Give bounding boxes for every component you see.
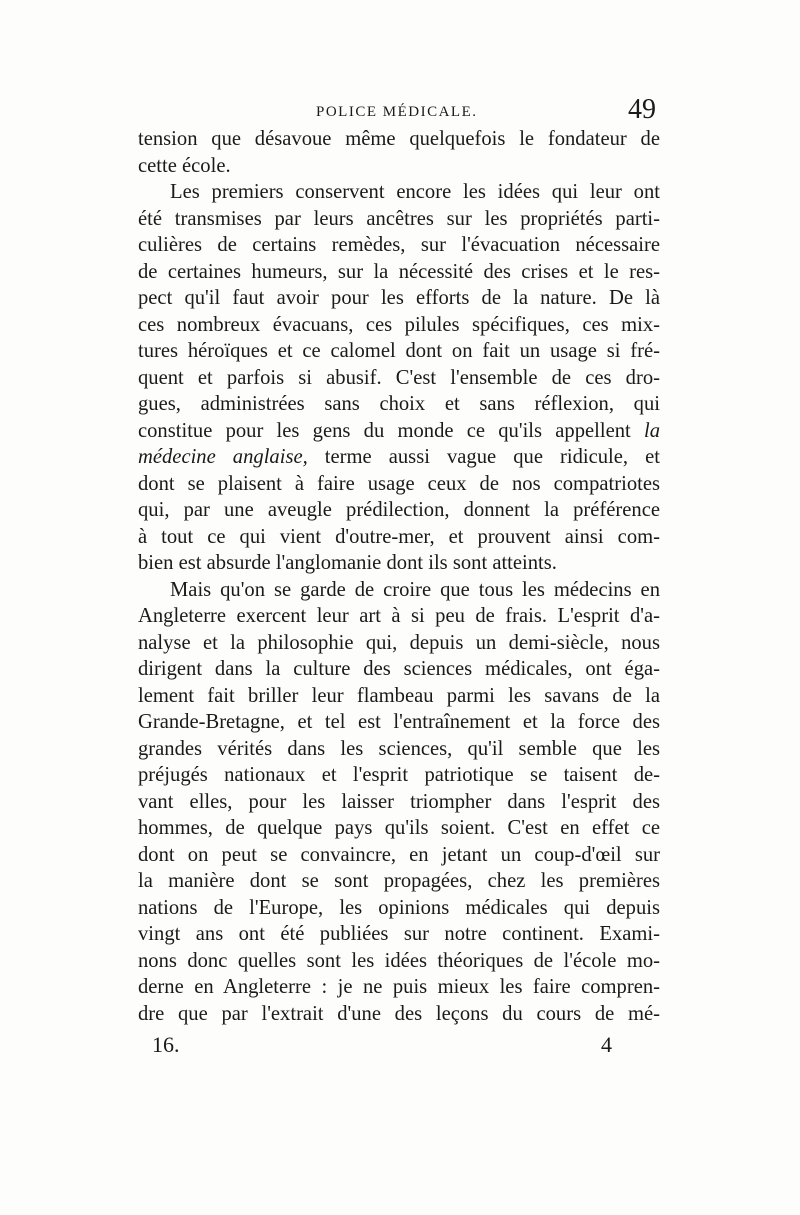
text-line (138, 550, 660, 577)
text-line (138, 868, 660, 895)
text-line (138, 259, 660, 286)
line-text: nations de l'Europe, les opinions médicales qui depuis (138, 896, 660, 919)
text-line (138, 497, 660, 524)
text-line (138, 683, 660, 710)
line-text: grandes vérités dans les sciences, qu'il semble que les (138, 737, 660, 760)
line-text: de certaines humeurs, sur la nécessité des crises et le res- (138, 260, 660, 283)
line-text: vingt ans ont été publiées sur notre continent. Exami- (138, 923, 660, 945)
text-line (138, 444, 660, 471)
text-line (138, 789, 660, 816)
line-text: dont se plaisent à faire usage ceux de nos compatriotes (138, 472, 660, 495)
text-line (138, 577, 660, 604)
text-line (138, 153, 660, 180)
line-text: culières de certains remèdes, sur l'évacuation nécessaire (138, 234, 660, 256)
running-title: POLICE MÉDICALE. (316, 104, 478, 120)
line-text: préjugés nationaux et l'esprit patriotique se taisent de- (138, 764, 660, 786)
line-text: dre que par l'extrait d'une des leçons du cours de mé- (138, 1002, 660, 1025)
italic-phrase: la (643, 419, 660, 442)
line-text: cette école. (138, 154, 231, 177)
page-footer (152, 1032, 612, 1062)
line-text: pect qu'il faut avoir pour les efforts de la nature. De là (138, 287, 660, 309)
page-number: 49 (628, 94, 656, 125)
line-text: derne en Angleterre : je ne puis mieux les faire compren- (138, 976, 660, 998)
text-line (138, 603, 660, 630)
text-line (138, 736, 660, 763)
line-text: tures héroïques et ce calomel dont on fait un usage si fré- (138, 340, 660, 362)
line-text: été transmises par leurs ancêtres sur les propriétés parti- (138, 207, 660, 230)
text-line (138, 842, 660, 869)
line-text: quent et parfois si abusif. C'est l'ensemble de ces dro- (138, 366, 660, 389)
text-line (138, 974, 660, 1001)
line-text: nalyse et la philosophie qui, depuis un demi-siècle, nous (138, 631, 660, 654)
text-line (138, 630, 660, 657)
text-line (138, 312, 660, 339)
line-text: Mais qu'on se garde de croire que tous les médecins en (170, 578, 660, 601)
text-line (138, 418, 660, 445)
line-text: qui, par une aveugle prédilection, donnent la préférence (138, 499, 660, 521)
line-text: constitue pour les gens du monde ce qu'ils appellent (138, 419, 631, 442)
signature-mark: 16. (152, 1032, 180, 1057)
line-text: la manière dont se sont propagées, chez les premières (138, 870, 660, 892)
italic-phrase: médecine anglaise, (138, 446, 308, 468)
line-text: dirigent dans la culture des sciences médicales, ont éga- (138, 658, 660, 680)
text-line (138, 285, 660, 312)
text-line (138, 206, 660, 233)
text-line (138, 921, 660, 948)
line-text: bien est absurde l'anglomanie dont ils sont atteints. (138, 552, 557, 574)
line-text: terme aussi vague que ridicule, et (307, 446, 660, 468)
text-line (138, 365, 660, 392)
text-line (138, 948, 660, 975)
text-line (138, 126, 660, 153)
line-text: gues, administrées sans choix et sans réflexion, qui (138, 393, 660, 415)
line-text: nons donc quelles sont les idées théoriques de l'école mo- (138, 949, 660, 972)
line-text: hommes, de quelque pays qu'ils soient. C'est en effet ce (138, 817, 660, 839)
text-line (138, 232, 660, 259)
text-line (138, 524, 660, 551)
text-line (138, 338, 660, 365)
text-line (138, 179, 660, 206)
line-text: Grande-Bretagne, et tel est l'entraînement et la force des (138, 711, 660, 733)
quire-number: 4 (601, 1032, 612, 1057)
text-line (138, 815, 660, 842)
text-line (138, 391, 660, 418)
line-text: Angleterre exercent leur art à si peu de frais. L'esprit d'a- (138, 605, 660, 627)
text-line (138, 471, 660, 498)
line-text: à tout ce qui vient d'outre-mer, et prouvent ainsi com- (138, 525, 660, 548)
line-text: dont on peut se convaincre, en jetant un coup-d'œil sur (138, 843, 660, 866)
text-line (138, 709, 660, 736)
text-line (138, 762, 660, 789)
line-text: Les premiers conservent encore les idées qui leur ont (170, 181, 660, 203)
line-text: lement fait briller leur flambeau parmi les savans de la (138, 684, 660, 707)
line-text: ces nombreux évacuans, ces pilules spécifiques, ces mix- (138, 313, 660, 336)
text-line (138, 895, 660, 922)
text-line (138, 656, 660, 683)
line-text: tension que désavoue même quelquefois le fondateur de (138, 128, 660, 150)
line-text: vant elles, pour les laisser triompher dans l'esprit des (138, 790, 660, 813)
body-text (138, 126, 660, 1027)
text-line (138, 1001, 660, 1028)
